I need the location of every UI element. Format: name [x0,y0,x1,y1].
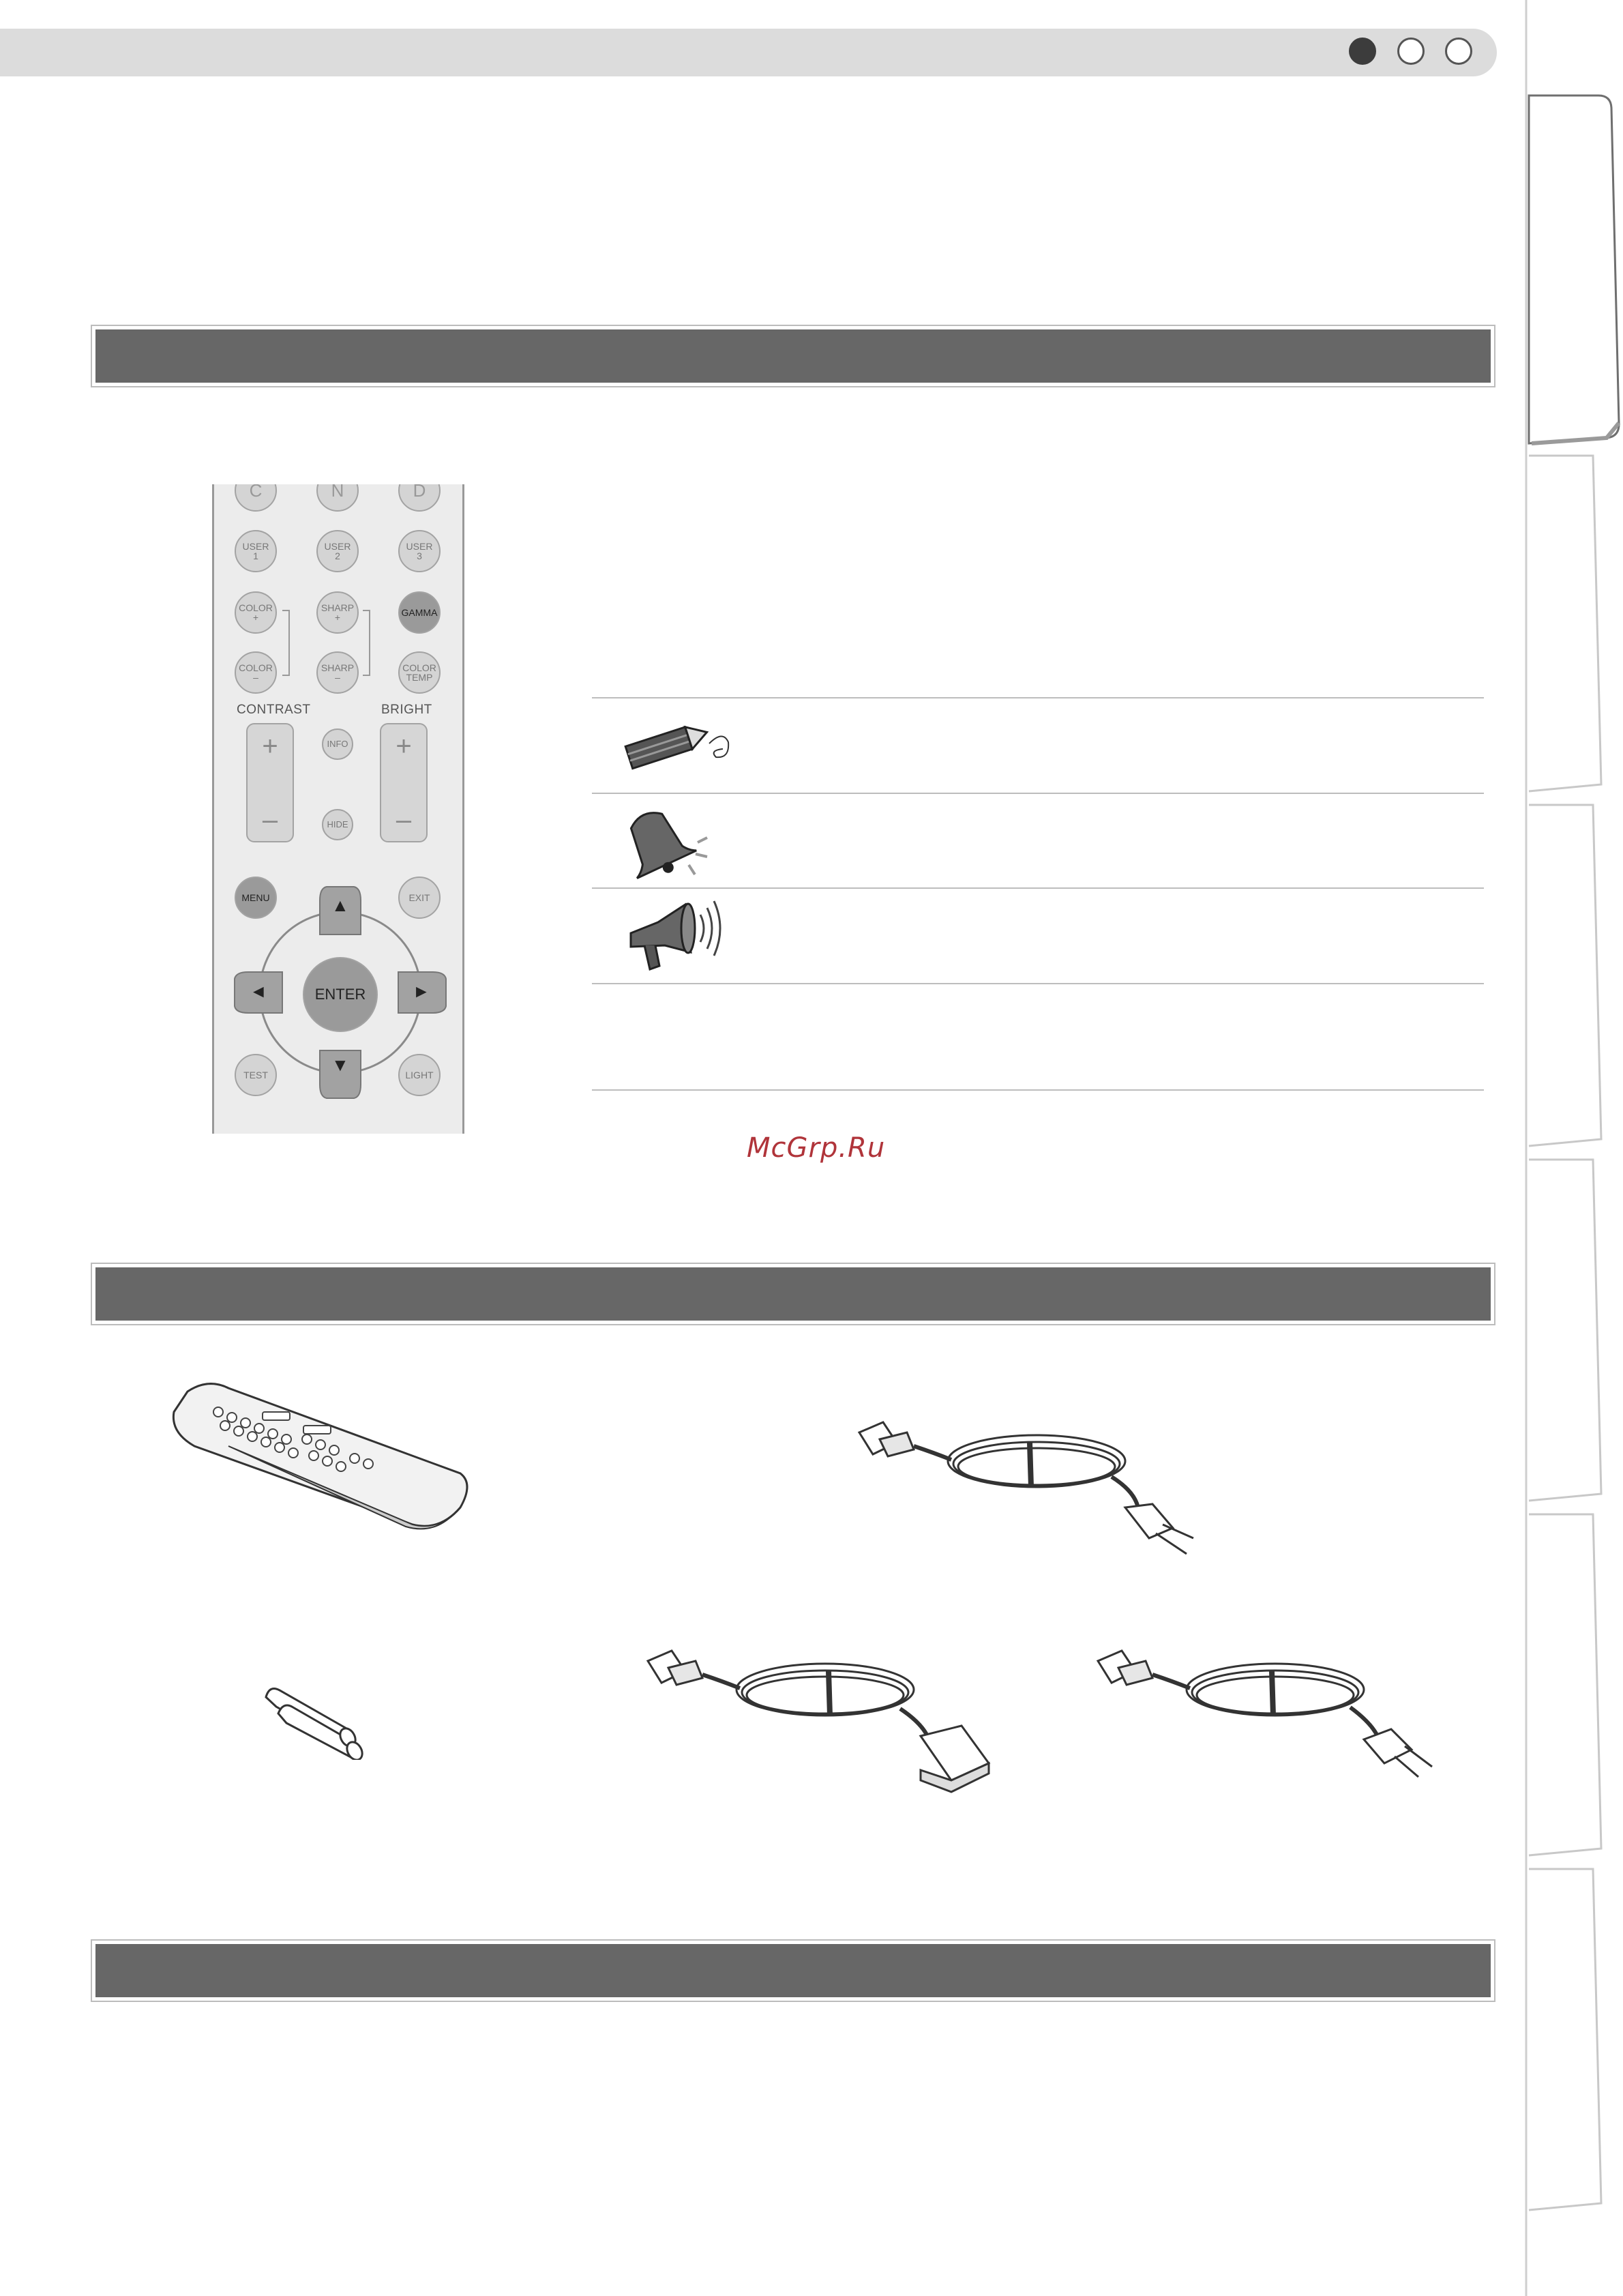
remote-button-menu: MENU [235,877,277,919]
bracket-lines [282,607,405,682]
power-cord-eu-illustration [1091,1647,1446,1811]
dpad-left-icon: ◄ [250,981,267,1001]
legend-divider-5 [592,1089,1484,1091]
page-dot-2 [1397,38,1425,65]
remote-button-info: INFO [322,728,353,760]
remote-button-color-plus: COLOR + [235,591,277,634]
side-tabs [1525,0,1623,2296]
bell-caution-icon [617,805,719,883]
power-cord-us-illustration [852,1419,1207,1576]
section-header-1 [91,325,1495,387]
pencil-memo-icon [614,709,736,784]
remote-button-user3: USER 3 [398,530,441,572]
remote-button-sharp-plus: SHARP + [316,591,359,634]
dpad-right-icon: ► [413,981,430,1001]
remote-button-n: N [316,484,359,512]
remote-button-color-minus: COLOR – [235,651,277,694]
remote-button-enter: ENTER [303,957,378,1032]
legend-divider-3 [592,887,1484,889]
bright-rocker: + – [380,723,428,842]
remote-button-light: LIGHT [398,1054,441,1096]
remote-button-c: C [235,484,277,512]
remote-control-illustration [167,1371,474,1535]
remote-button-d: D [398,484,441,512]
legend-divider-1 [592,697,1484,698]
remote-button-exit: EXIT [398,877,441,919]
remote-control-closeup [212,484,464,1134]
section-header-2 [91,1263,1495,1325]
remote-button-user1: USER 1 [235,530,277,572]
power-cord-uk-illustration [641,1647,1009,1811]
contrast-label: CONTRAST [237,703,311,717]
remote-button-hide: HIDE [322,809,353,840]
section-header-3 [91,1939,1495,2002]
contrast-rocker: + – [246,723,294,842]
bright-label: BRIGHT [381,703,432,717]
dpad-up-icon: ▲ [331,895,349,915]
page-dot-3 [1445,38,1472,65]
remote-button-test: TEST [235,1054,277,1096]
remote-button-color-temp: COLOR TEMP [398,651,441,694]
megaphone-important-icon [617,898,726,980]
page-dot-1 [1349,38,1376,65]
legend-divider-2 [592,793,1484,794]
dpad-down-icon: ▼ [331,1055,349,1075]
top-bar [0,29,1497,76]
remote-button-gamma: GAMMA [398,591,441,634]
watermark-text: McGrp.Ru [747,1132,886,1164]
remote-button-user2: USER 2 [316,530,359,572]
batteries-illustration [259,1678,375,1760]
remote-button-sharp-minus: SHARP – [316,651,359,694]
legend-divider-4 [592,983,1484,984]
